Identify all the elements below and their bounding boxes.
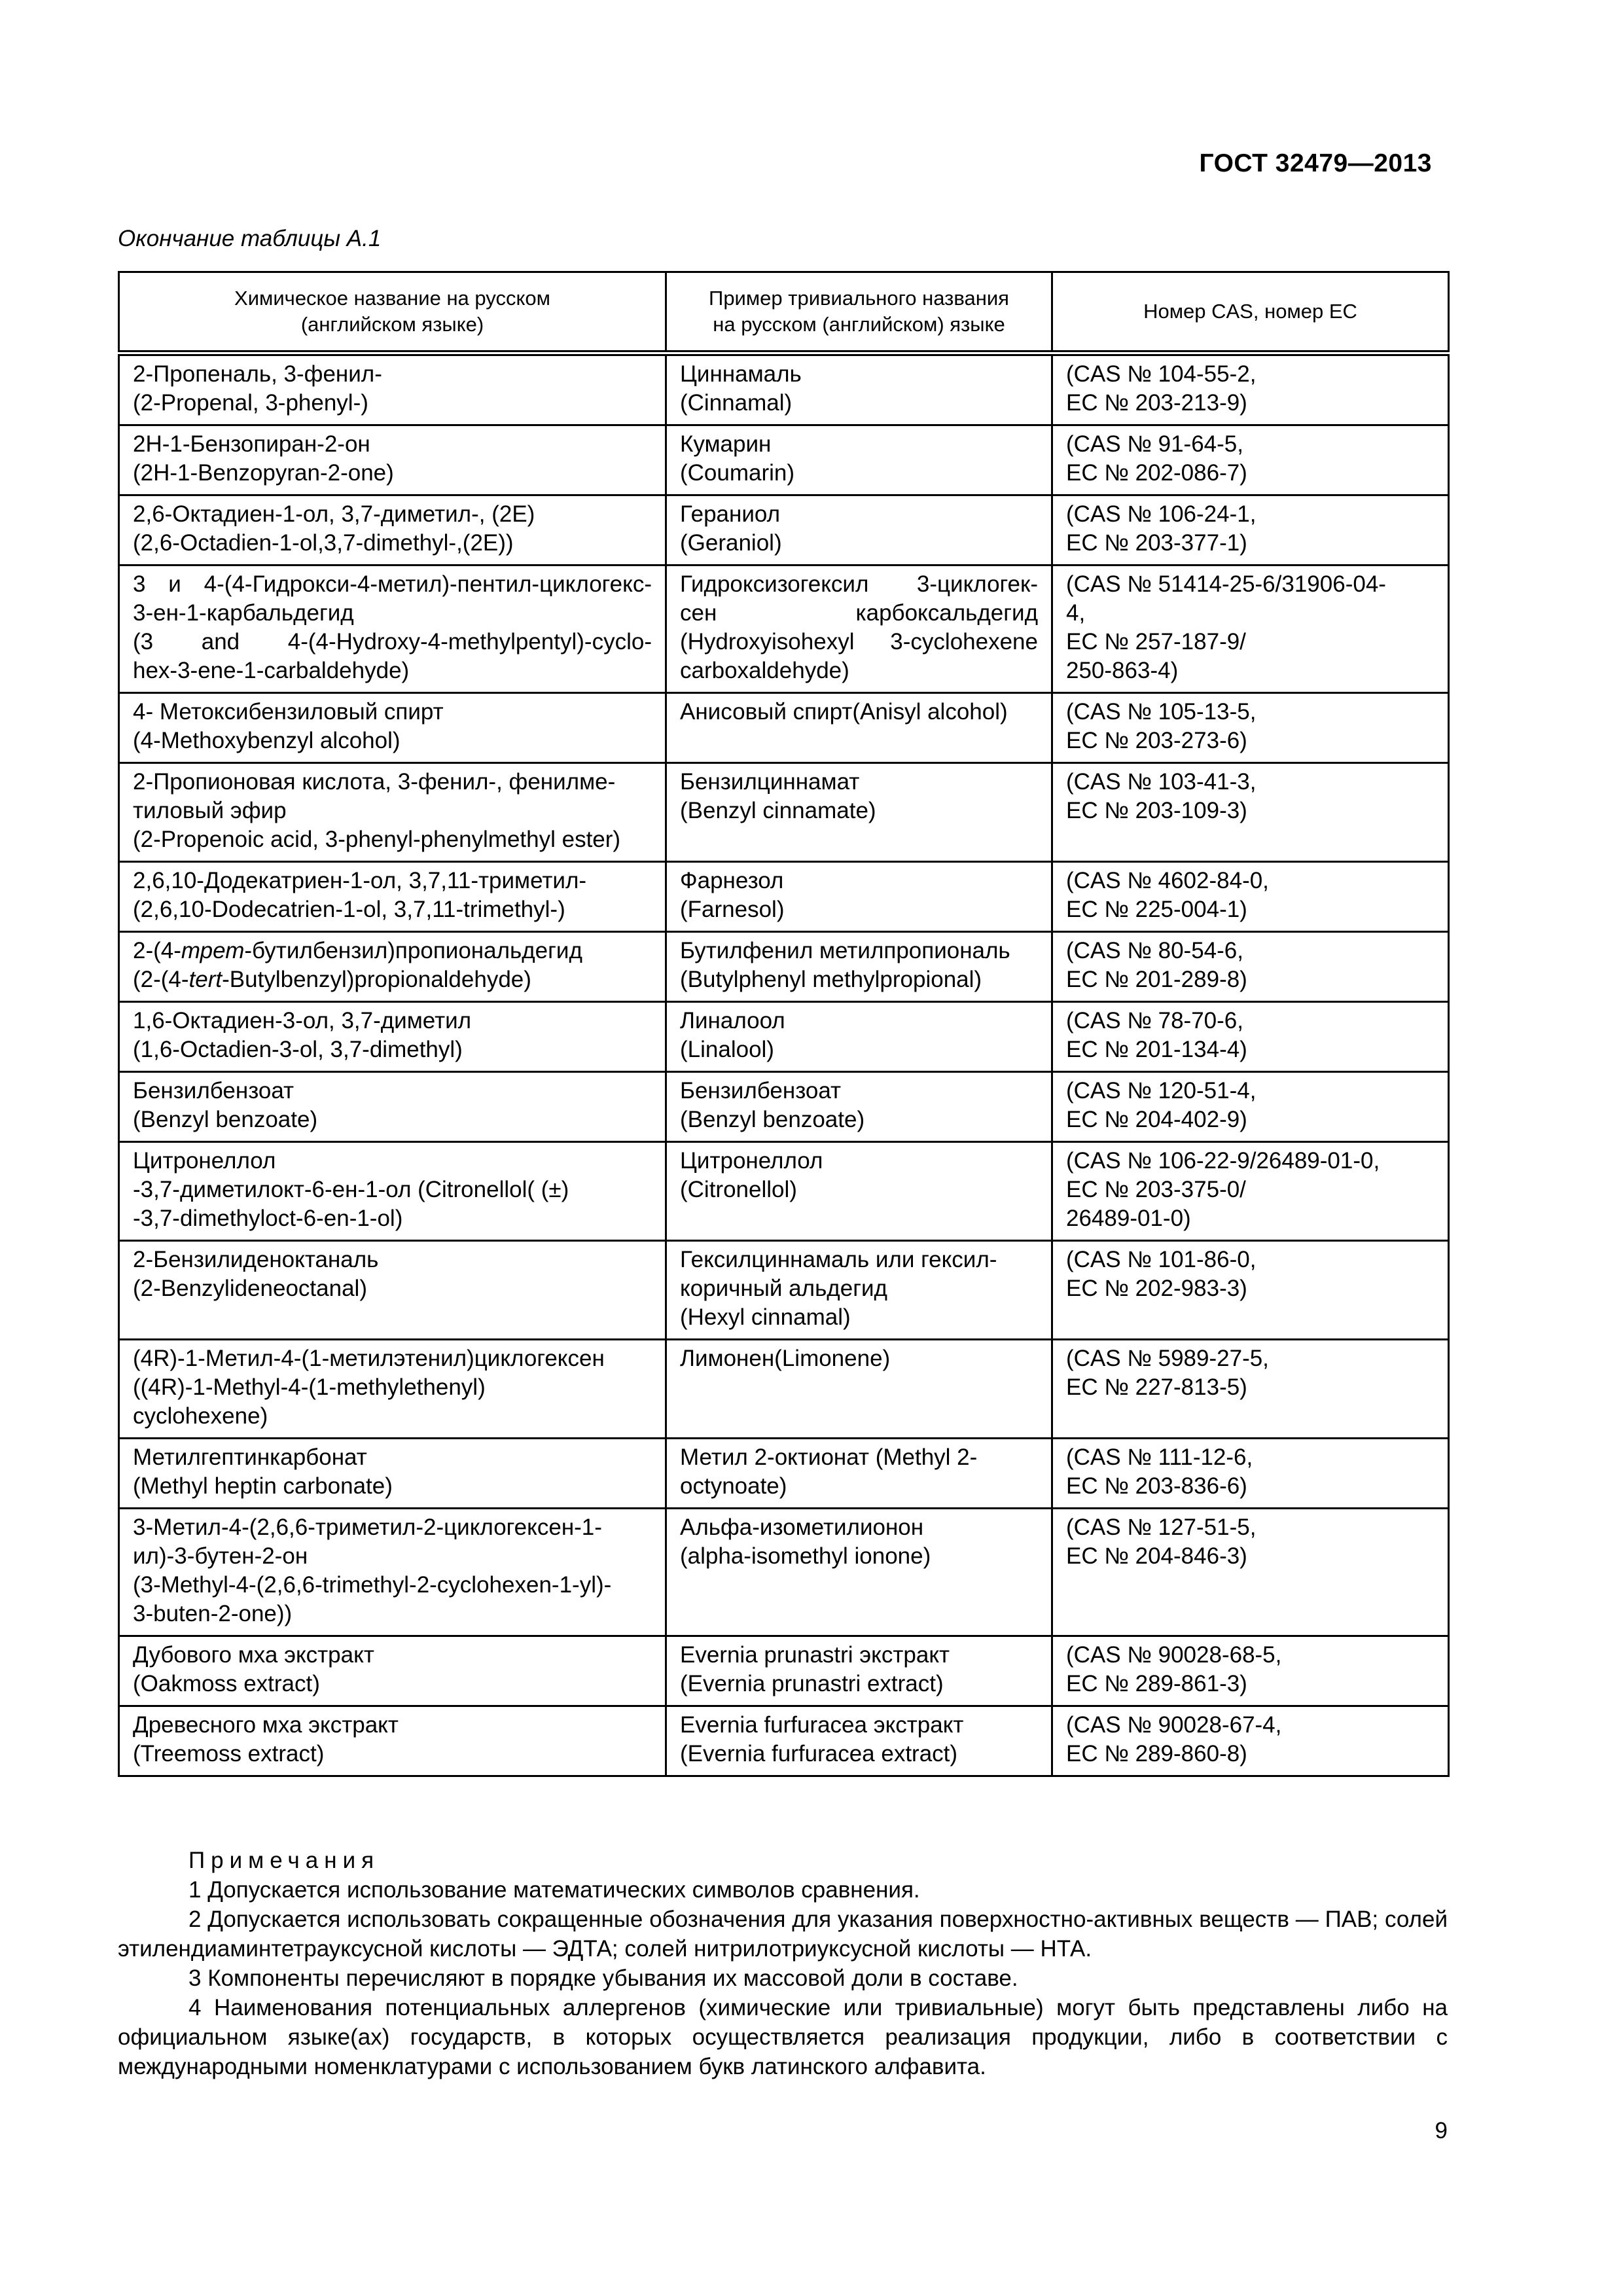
cell-line: (Benzyl benzoate) [680,1107,865,1132]
cell-line: (Citronellol) [680,1177,797,1202]
cell-line: Бензилциннамат [680,769,860,795]
cell-line: ЕС № 203-213-9) [1066,390,1247,416]
cell-line [133,937,652,965]
cell-line: octynoate) [680,1473,787,1499]
cell-line: ЕС № 203-375-0/ [1066,1177,1246,1202]
cell-line: 250-863-4) [1066,658,1179,683]
cell-line: Метил 2-октионат (Methyl 2- [680,1444,978,1470]
cell-line: Древесного мха экстракт [133,1712,399,1738]
cell-line: Цитронеллол [680,1148,823,1174]
note-item: 1 Допускается использование математических символов сравнения. [188,1877,920,1903]
cell-line: ЕС № 289-860-8) [1066,1741,1247,1767]
cell-line: Бутилфенил метилпропиональ [680,938,1010,963]
cell-trivial-name [666,932,1052,1002]
cell-line: (Evernia furfuracea extract) [680,1741,958,1767]
cell-line: (2,6-Octadien-1-ol,3,7-dimethyl-,(2E)) [133,530,514,556]
cell-cas-ec [1052,1636,1449,1706]
cell-line: (3 and 4-(4-Hydroxy-4-methylpentyl)-cyclo- [133,629,652,655]
table-row [119,1636,1449,1706]
cell-line: (Hexyl cinnamal) [680,1304,851,1330]
cell-line: ЕС № 202-983-3) [1066,1276,1247,1301]
cell-trivial-name [666,1636,1052,1706]
table-body [119,353,1449,1776]
cell-line: (Benzyl cinnamate) [680,798,876,823]
cell-line: тиловый эфир [133,798,287,823]
cell-line: 4, [1066,600,1086,626]
cell-line: (2-Benzylideneoctanal) [133,1276,367,1301]
table-row [119,1340,1449,1439]
cell-chemical-name [119,425,666,495]
cell-line: сен карбоксальдегид [680,600,1038,626]
cell-cas-ec [1052,1706,1449,1776]
standard-designation: ГОСТ 32479—2013 [1199,149,1432,177]
cell-line: ЕС № 201-289-8) [1066,967,1247,992]
cell-line: 2-Бензилиденоктаналь [133,1247,379,1272]
cell-line: Фарнезол [680,868,784,893]
cell-cas-ec [1052,763,1449,862]
table-row [119,1072,1449,1142]
cell-trivial-name [666,763,1052,862]
text-fragment: -Butylbenzyl)propionaldehyde) [222,967,531,992]
cell-chemical-name [119,932,666,1002]
cell-line: ЕС № 202-086-7) [1066,460,1247,486]
table-row [119,353,1449,425]
table-row [119,693,1449,763]
cell-cas-ec [1052,425,1449,495]
cell-cas-ec [1052,1509,1449,1636]
cell-line: Кумарин [680,431,772,457]
cell-line: 3-Метил-4-(2,6,6-триметил-2-циклогексен-1- [133,1515,602,1540]
table-row [119,1241,1449,1340]
note-item: 4 Наименования потенциальных аллергенов (химические или тривиальные) могут быть представлены либо на официальном языке(ах) государств, в которых осуществляется реализация продукции, либо в соответствии с международными номенклатурами с использованием букв латинского алфавита. [118,1995,1448,2079]
cell-line: ЕС № 227-813-5) [1066,1374,1247,1400]
cell-line [133,965,652,994]
cell-line: 2,6,10-Додекатриен-1-ол, 3,7,11-триметил- [133,868,587,893]
cell-trivial-name [666,565,1052,693]
cell-line: ЕС № 289-861-3) [1066,1671,1247,1696]
cell-line: Гидроксизогексил 3-циклогек- [680,571,1038,597]
cell-chemical-name [119,862,666,932]
cell-line: (CAS № 106-24-1, [1066,501,1257,527]
cell-line: 3-ен-1-карбальдегид [133,600,354,626]
cell-line: carboxaldehyde) [680,658,849,683]
cell-line: (4R)-1-Метил-4-(1-метилэтенил)циклогексен [133,1346,605,1371]
cell-cas-ec [1052,862,1449,932]
table-header-row [119,272,1449,353]
cell-line: (CAS № 90028-68-5, [1066,1642,1282,1668]
italic-prefix: tert [188,967,223,992]
cell-line: (Farnesol) [680,897,785,922]
cell-line: ЕС № 257-187-9/ [1066,629,1246,655]
text-fragment: 2-(4- [133,938,181,963]
cell-line: (Hydroxyisohexyl 3-cyclohexene [680,629,1038,655]
header-line: Номер CAS, номер ЕС [1143,300,1357,323]
cell-line: cyclohexene) [133,1403,268,1429]
cell-chemical-name [119,1706,666,1776]
cell-cas-ec [1052,565,1449,693]
cell-line: Гексилциннамаль или гексил- [680,1247,997,1272]
cell-trivial-name [666,1072,1052,1142]
cell-line: Бензилбензоат [133,1078,294,1103]
table-row [119,1509,1449,1636]
table-row [119,862,1449,932]
cell-trivial-name [666,1142,1052,1241]
table-row [119,1706,1449,1776]
text-fragment: (2-(4- [133,967,189,992]
notes-section [118,1846,1448,2081]
cell-cas-ec [1052,1439,1449,1509]
cell-trivial-name [666,495,1052,565]
cell-line: 2-Пропионовая кислота, 3-фенил-, фенилме- [133,769,616,795]
cell-line: коричный альдегид [680,1276,887,1301]
cell-cas-ec [1052,1241,1449,1340]
cell-line: ЕС № 204-402-9) [1066,1107,1247,1132]
table-row [119,763,1449,862]
cell-line: (Geraniol) [680,530,782,556]
cell-line: (Treemoss extract) [133,1741,325,1767]
table-row [119,1439,1449,1509]
cell-cas-ec [1052,1340,1449,1439]
header-line: Пример тривиального названия [709,287,1009,310]
cell-line: Циннамаль [680,361,802,387]
cell-line: -3,7-диметилокт-6-ен-1-ол (Citronellol( (±) [133,1177,569,1202]
cell-trivial-name [666,1706,1052,1776]
cell-chemical-name [119,495,666,565]
cell-line: (CAS № 90028-67-4, [1066,1712,1282,1738]
cell-line: (CAS № 127-51-5, [1066,1515,1257,1540]
cell-line: (CAS № 106-22-9/26489-01-0, [1066,1148,1380,1174]
cell-trivial-name [666,1340,1052,1439]
cell-line: ЕС № 203-273-6) [1066,728,1247,753]
cell-line: (1,6-Octadien-3-ol, 3,7-dimethyl) [133,1037,463,1062]
cell-line: (2-Propenoic acid, 3-phenyl-phenylmethyl ester) [133,827,621,852]
cell-line: (Benzyl benzoate) [133,1107,318,1132]
cell-line: (Coumarin) [680,460,795,486]
cell-line: ЕС № 203-836-6) [1066,1473,1247,1499]
cell-line: 3 и 4-(4-Гидрокси-4-метил)-пентил-циклогекс- [133,571,652,597]
cell-trivial-name [666,1439,1052,1509]
cell-line: 2,6-Октадиен-1-ол, 3,7-диметил-, (2E) [133,501,535,527]
cell-line: 26489-01-0) [1066,1206,1191,1231]
table-row [119,1142,1449,1241]
cell-line: (2,6,10-Dodecatrien-1-ol, 3,7,11-trimethyl-) [133,897,565,922]
cell-cas-ec [1052,1142,1449,1241]
column-header-trivial-name [666,272,1052,353]
cell-line: (CAS № 111-12-6, [1066,1444,1253,1470]
table-row [119,932,1449,1002]
cell-line: (3-Methyl-4-(2,6,6-trimethyl-2-cyclohexen-1-yl)- [133,1572,612,1598]
cell-cas-ec [1052,693,1449,763]
cell-chemical-name [119,1072,666,1142]
header-line: (английском языке) [300,313,484,336]
cell-chemical-name [119,1002,666,1072]
table-caption: Окончание таблицы А.1 [118,226,382,251]
cell-trivial-name [666,1002,1052,1072]
cell-line: (CAS № 101-86-0, [1066,1247,1257,1272]
cell-trivial-name [666,425,1052,495]
cell-line: (CAS № 91-64-5, [1066,431,1243,457]
table-row [119,425,1449,495]
cell-cas-ec [1052,932,1449,1002]
cell-cas-ec [1052,353,1449,425]
cell-line: Цитронеллол [133,1148,276,1174]
cell-trivial-name [666,1241,1052,1340]
cell-line: (CAS № 4602-84-0, [1066,868,1269,893]
cell-line: ЕС № 225-004-1) [1066,897,1247,922]
note-item: 3 Компоненты перечисляют в порядке убывания их массовой доли в составе. [188,1965,1018,1991]
cell-line: (Oakmoss extract) [133,1671,320,1696]
cell-line: 1,6-Октадиен-3-ол, 3,7-диметил [133,1008,472,1033]
cell-line: (CAS № 103-41-3, [1066,769,1257,795]
cell-line: ((4R)-1-Methyl-4-(1-methylethenyl) [133,1374,486,1400]
cell-chemical-name [119,1509,666,1636]
cell-line: (CAS № 105-13-5, [1066,699,1257,725]
cell-line: (4-Methoxybenzyl alcohol) [133,728,401,753]
cell-line: ил)-3-бутен-2-он [133,1543,308,1569]
cell-chemical-name [119,1636,666,1706]
cell-line: 3-buten-2-one)) [133,1601,293,1626]
cell-line: (CAS № 104-55-2, [1066,361,1257,387]
cell-chemical-name [119,1340,666,1439]
cell-line: Evernia furfuracea экстракт [680,1712,964,1738]
cell-chemical-name [119,565,666,693]
header-line: Химическое название на русском [234,287,550,310]
column-header-chemical-name [119,272,666,353]
table-row [119,495,1449,565]
cell-line: Бензилбензоат [680,1078,842,1103]
cell-chemical-name [119,1142,666,1241]
cell-line: (CAS № 5989-27-5, [1066,1346,1269,1371]
cell-line: (2-Propenal, 3-phenyl-) [133,390,368,416]
cell-line: Анисовый спирт(Anisyl alcohol) [680,699,1008,725]
cell-line: Метилгептинкарбонат [133,1444,367,1470]
cell-line: Линалоол [680,1008,785,1033]
header-line: на русском (английском) языке [713,313,1005,336]
allergen-table [118,271,1450,1777]
cell-chemical-name [119,1439,666,1509]
cell-line: Альфа-изометилионон [680,1515,924,1540]
cell-line: 2Н-1-Бензопиран-2-он [133,431,370,457]
cell-line: (CAS № 51414-25-6/31906-04- [1066,571,1386,597]
cell-trivial-name [666,353,1052,425]
cell-cas-ec [1052,495,1449,565]
cell-line: (Evernia prunastri extract) [680,1671,944,1696]
cell-line: (Cinnamal) [680,390,793,416]
cell-line: (CAS № 78-70-6, [1066,1008,1243,1033]
cell-line: (Methyl heptin carbonate) [133,1473,393,1499]
cell-line: Лимонен(Limonene) [680,1346,891,1371]
cell-chemical-name [119,693,666,763]
cell-line: Evernia prunastri экстракт [680,1642,950,1668]
text-fragment: -бутилбензил)пропиональдегид [244,938,582,963]
italic-prefix: трет [181,938,245,963]
cell-line: ЕС № 203-109-3) [1066,798,1247,823]
cell-line: (Butylphenyl methylpropional) [680,967,982,992]
cell-cas-ec [1052,1072,1449,1142]
column-header-cas-ec [1052,272,1449,353]
cell-line: Гераниол [680,501,781,527]
table-row [119,1002,1449,1072]
cell-line: ЕС № 201-134-4) [1066,1037,1247,1062]
cell-line: (2H-1-Benzopyran-2-one) [133,460,394,486]
cell-line: (alpha-isomethyl ionone) [680,1543,931,1569]
cell-line: (Linalool) [680,1037,774,1062]
cell-line: 4- Метоксибензиловый спирт [133,699,444,725]
cell-cas-ec [1052,1002,1449,1072]
cell-trivial-name [666,693,1052,763]
cell-line: 2-Пропеналь, 3-фенил- [133,361,382,387]
cell-chemical-name [119,763,666,862]
cell-line: (CAS № 80-54-6, [1066,938,1243,963]
cell-chemical-name [119,353,666,425]
page-number: 9 [1435,2118,1448,2144]
cell-line: ЕС № 203-377-1) [1066,530,1247,556]
cell-trivial-name [666,1509,1052,1636]
cell-line: (CAS № 120-51-4, [1066,1078,1257,1103]
note-item: 2 Допускается использовать сокращенные обозначения для указания поверхностно-активных веществ — ПАВ; солей этилендиаминтетрауксусной кислоты — ЭДТА; солей нитрилотриуксусной кислоты — НТА. [118,1907,1448,1962]
cell-line: Дубового мха экстракт [133,1642,374,1668]
table-row [119,565,1449,693]
cell-trivial-name [666,862,1052,932]
cell-line: -3,7-dimethyloct-6-en-1-ol) [133,1206,403,1231]
cell-line: ЕС № 204-846-3) [1066,1543,1247,1569]
notes-title: Примечания [188,1848,380,1873]
cell-chemical-name [119,1241,666,1340]
cell-line: hex-3-ene-1-carbaldehyde) [133,658,410,683]
